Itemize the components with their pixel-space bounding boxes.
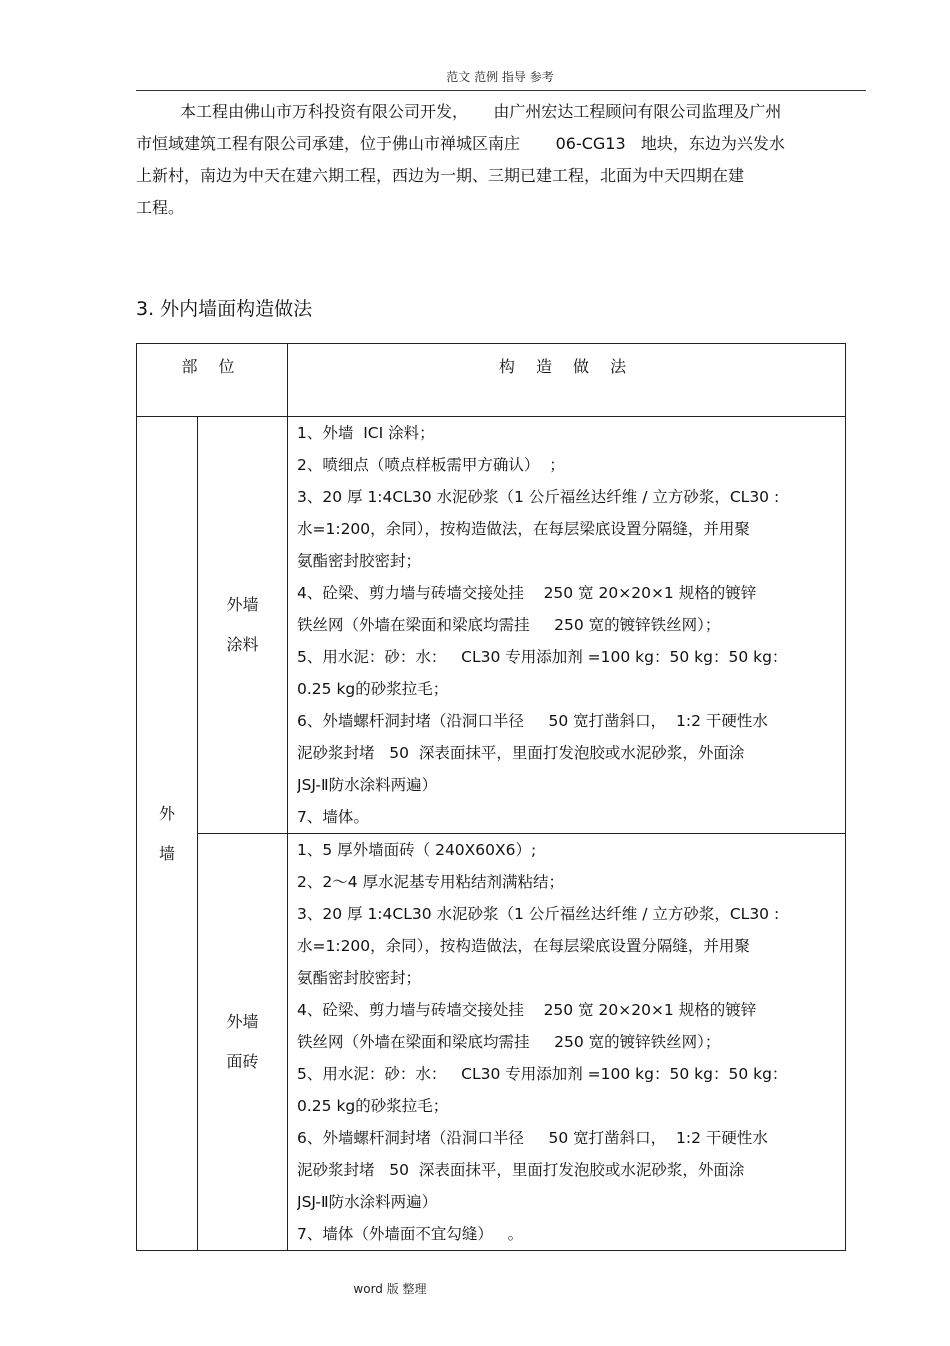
method-line: 7、墙体。: [297, 808, 369, 826]
method-line: 水=1:200，余同），按构造做法，在每层梁底设置分隔缝，并用聚: [297, 937, 750, 955]
method-cell: [288, 417, 846, 834]
category-label: 墙: [158, 843, 175, 863]
header-position: 部 位: [137, 344, 288, 417]
header-method: 构 造 做 法: [288, 344, 846, 417]
intro-line: 上新村，南边为中天在建六期工程，西边为一期、三期已建工程，北面为中天四期在建: [136, 166, 745, 185]
page-footer: word 版 整理: [353, 1282, 427, 1296]
method-line: 7、墙体（外墙面不宜勾缝） 。: [297, 1225, 524, 1243]
section-title: 3. 外内墙面构造做法: [136, 298, 313, 320]
method-line: 泥砂浆封堵 50 深表面抹平，里面打发泡胶或水泥砂浆，外面涂: [297, 744, 745, 762]
intro-line: 本工程由佛山市万科投资有限公司开发， 由广州宏达工程顾问有限公司监理及广州: [180, 102, 782, 121]
method-line: 3、20 厚 1:4CL30 水泥砂浆（1 公斤福丝达纤维 / 立方砂浆，CL30 :: [297, 488, 780, 506]
method-line: 0.25 kg的砂浆拉毛；: [297, 680, 449, 698]
method-line: JSJ-Ⅱ防水涂料两遍）: [297, 776, 438, 794]
method-line: 3、20 厚 1:4CL30 水泥砂浆（1 公斤福丝达纤维 / 立方砂浆，CL30 :: [297, 905, 780, 923]
subcategory-label: 外墙: [226, 595, 259, 614]
method-line: 4、砼梁、剪力墙与砖墙交接处挂 250 宽 20×20×1 规格的镀锌: [297, 584, 757, 602]
method-line: 水=1:200，余同），按构造做法，在每层梁底设置分隔缝，并用聚: [297, 520, 750, 538]
page-header: 范文 范例 指导 参考: [446, 70, 554, 84]
method-line: 4、砼梁、剪力墙与砖墙交接处挂 250 宽 20×20×1 规格的镀锌: [297, 1001, 757, 1019]
method-line: 泥砂浆封堵 50 深表面抹平，里面打发泡胶或水泥砂浆，外面涂: [297, 1161, 745, 1179]
intro-line: 工程。: [136, 198, 185, 217]
method-line: 氨酯密封胶密封；: [297, 969, 422, 987]
method-line: 5、用水泥：砂：水： CL30 专用添加剂 =100 kg：50 kg：50 kg：: [297, 1065, 788, 1083]
table-row: [137, 834, 846, 1251]
method-line: 0.25 kg的砂浆拉毛；: [297, 1097, 449, 1115]
method-line: 2、喷细点（喷点样板需甲方确认） ；: [297, 456, 565, 474]
category-cell: [137, 417, 198, 1251]
subcategory-cell: [198, 834, 288, 1251]
method-line: 1、外墙 ICI 涂料；: [297, 424, 435, 442]
method-line: 铁丝网（外墙在梁面和梁底均需挂 250 宽的镀锌铁丝网）；: [297, 616, 721, 634]
construction-table: [136, 343, 846, 1251]
subcategory-cell: [198, 417, 288, 834]
subcategory-label: 涂料: [226, 635, 259, 654]
method-line: 1、5 厚外墙面砖（ 240X60X6）;: [297, 841, 537, 859]
category-label: 外: [158, 803, 175, 823]
table-header-row: [137, 344, 846, 417]
intro-paragraph: [136, 96, 858, 224]
method-line: 铁丝网（外墙在梁面和梁底均需挂 250 宽的镀锌铁丝网）；: [297, 1033, 721, 1051]
method-line: 6、外墙螺杆洞封堵（沿洞口半径 50 宽打凿斜口， 1:2 干硬性水: [297, 712, 768, 730]
method-line: 氨酯密封胶密封；: [297, 552, 422, 570]
header-divider: [136, 90, 866, 91]
table-row: [137, 417, 846, 834]
method-line: 2、2～4 厚水泥基专用粘结剂满粘结；: [297, 873, 565, 891]
method-line: JSJ-Ⅱ防水涂料两遍）: [297, 1193, 438, 1211]
intro-line: 市恒域建筑工程有限公司承建，位于佛山市禅城区南庄 06-CG13 地块，东边为兴发水: [136, 134, 785, 153]
subcategory-label: 外墙: [226, 1012, 259, 1031]
method-line: 6、外墙螺杆洞封堵（沿洞口半径 50 宽打凿斜口， 1:2 干硬性水: [297, 1129, 768, 1147]
method-cell: [288, 834, 846, 1251]
method-line: 5、用水泥：砂：水： CL30 专用添加剂 =100 kg：50 kg：50 kg：: [297, 648, 788, 666]
subcategory-label: 面砖: [226, 1052, 259, 1071]
